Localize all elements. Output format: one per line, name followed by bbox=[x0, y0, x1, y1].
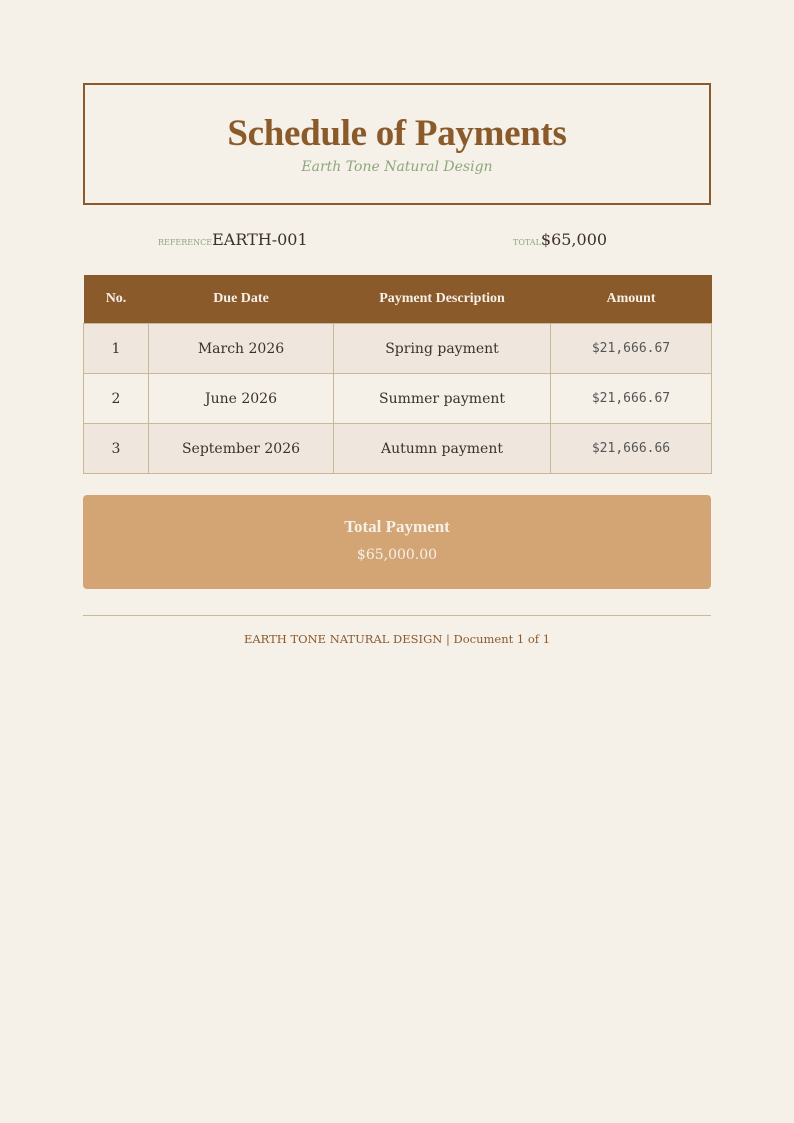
total-payment-label: Total Payment bbox=[344, 517, 450, 536]
cell-description: Autumn payment bbox=[334, 424, 551, 474]
reference-label: reference bbox=[158, 234, 213, 248]
document-page bbox=[83, 83, 711, 646]
page-subtitle: Earth Tone Natural Design bbox=[301, 159, 493, 175]
cell-description: Summer payment bbox=[334, 374, 551, 424]
total-payment-value: $65,000.00 bbox=[356, 547, 438, 563]
cell-no: 3 bbox=[84, 424, 149, 474]
cell-amount: $21,666.67 bbox=[551, 324, 712, 374]
column-header-amount: Amount bbox=[551, 275, 712, 324]
cell-description: Spring payment bbox=[334, 324, 551, 374]
cell-amount: $21,666.67 bbox=[551, 374, 712, 424]
payment-schedule-table bbox=[83, 275, 712, 474]
meta-section bbox=[83, 205, 711, 275]
page-title: Schedule of Payments bbox=[227, 113, 567, 154]
cell-due-date: June 2026 bbox=[149, 374, 334, 424]
cell-amount: $21,666.66 bbox=[551, 424, 712, 474]
cell-no: 2 bbox=[84, 374, 149, 424]
column-header-description: Payment Description bbox=[334, 275, 551, 324]
table-row bbox=[84, 324, 712, 374]
column-header-no: No. bbox=[84, 275, 149, 324]
header-box bbox=[83, 83, 711, 205]
footer-divider bbox=[83, 615, 711, 616]
table-row bbox=[84, 424, 712, 474]
table-row bbox=[84, 374, 712, 424]
column-header-due-date: Due Date bbox=[149, 275, 334, 324]
total-value: $65,000 bbox=[540, 230, 608, 249]
reference-value: EARTH-001 bbox=[212, 230, 308, 249]
cell-due-date: March 2026 bbox=[149, 324, 334, 374]
footer-text: EARTH TONE NATURAL DESIGN | Document 1 of 1 bbox=[243, 632, 551, 646]
cell-no: 1 bbox=[84, 324, 149, 374]
reference-info bbox=[158, 230, 308, 249]
table-header-row bbox=[84, 275, 712, 324]
total-payment-box bbox=[83, 495, 711, 589]
total-label: total bbox=[513, 234, 541, 248]
total-info bbox=[513, 230, 607, 249]
cell-due-date: September 2026 bbox=[149, 424, 334, 474]
